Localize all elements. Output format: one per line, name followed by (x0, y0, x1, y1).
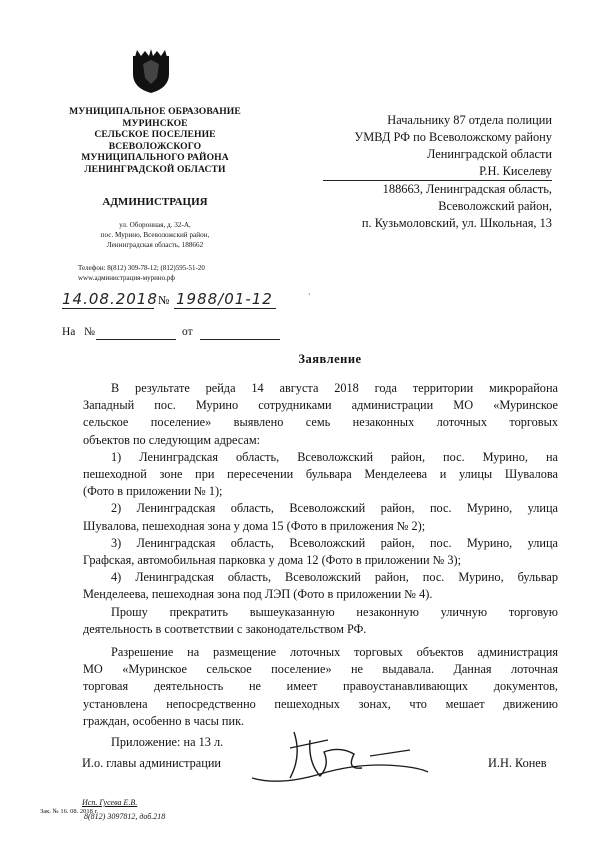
text-line: пешеходной зоне при пересечении бульвара Менделеева и улицы Шувалова (83, 467, 558, 482)
outgoing-line (62, 290, 277, 310)
text-line: 2) Ленинградская область, Всеволожский район, пос. Мурино, улица (111, 501, 558, 516)
text-line: Прошу прекратить вышеуказанную незаконную уличную торговую (111, 604, 558, 619)
coat-of-arms-emblem (131, 48, 171, 94)
text-line: 3) Ленинградская область, Всеволожский район, пос. Мурино, улица (111, 535, 558, 550)
text-line: сельское поселение» выявлено семь незаконных лоточных торговых (83, 415, 558, 430)
text-line: Шувалова, пешеходная зона у дома 15 (Фото в приложения № 2); (83, 518, 426, 533)
ot-label: от (182, 326, 193, 338)
recipient-address (362, 181, 552, 232)
org-line: МУНИЦИПАЛЬНОГО РАЙОНА (81, 152, 229, 163)
recipient-block (354, 112, 552, 180)
handwritten-signature (250, 726, 430, 790)
permit-paragraph (83, 644, 558, 730)
na-number-sign: № (84, 326, 95, 338)
org-line: ЛЕНИНГРАДСКОЙ ОБЛАСТИ (84, 163, 226, 175)
org-line: МУНИЦИПАЛЬНОЕ ОБРАЗОВАНИЕ (69, 106, 241, 117)
request-paragraph (83, 604, 558, 638)
text-line: Менделеева, пешеходная зона под ЛЭП (Фото в приложении № 4). (83, 587, 433, 602)
text-line: Графская, автомобильная парковка у дома 12 (Фото в приложении № 3); (83, 553, 462, 568)
outgoing-number-sign: № (158, 293, 170, 307)
date-underline (62, 308, 154, 309)
text-line: установлена непосредственно пешеходных зонах, что мешает движению (83, 696, 558, 711)
text-line: Западный пос. Мурино сотрудниками администрации МО «Муринское (83, 398, 558, 413)
org-phone: Телефон: 8(812) 309-78-12; (812)595-51-20 (78, 264, 205, 272)
text-line: 1) Ленинградская область, Всеволожский район, пос. Мурино, на (111, 449, 558, 464)
text-line: граждан, особенно в часы пик. (83, 713, 245, 728)
org-line: ВСЕВОЛОЖСКОГО (108, 140, 202, 152)
intro-paragraph (83, 380, 558, 449)
address-item (83, 449, 558, 501)
outgoing-number: 1988/01-12 (176, 290, 273, 308)
na-number-underline (96, 339, 176, 340)
reference-line (62, 326, 282, 344)
text-line: объектов по следующим адресам: (83, 432, 261, 447)
address-line: Ленинградская область, 188662 (106, 241, 204, 249)
address-line: пос. Мурино, Всеволожский район, (100, 231, 210, 239)
address-line: ул. Оборонная, д. 32-А, (119, 221, 191, 229)
admin-title: АДМИНИСТРАЦИЯ (102, 196, 208, 208)
signer-position: И.о. главы администрации (82, 756, 221, 770)
executor-name: Исп. Гусева Е.В. (82, 798, 138, 807)
text-line: деятельность в соответствии с законодательством РФ. (83, 621, 367, 636)
signer-name: И.Н. Конев (488, 756, 547, 770)
recipient-address-line: Всеволожский район, (438, 199, 552, 213)
org-line: СЕЛЬСКОЕ ПОСЕЛЕНИЕ (94, 129, 216, 140)
executor-phone: 8(812) 3097812, доб.218 (84, 812, 166, 821)
text-line: 4) Ленинградская область, Всеволожский район, пос. Мурино, бульвар (111, 570, 558, 585)
handwritten-mark: · (308, 290, 311, 299)
outgoing-date: 14.08.2018 (62, 290, 158, 308)
org-website: www.администрация-мурино.рф (78, 273, 175, 282)
number-underline (174, 308, 276, 309)
attachment-note: Приложение: на 13 л. (111, 735, 224, 750)
registration-note: Зак. № 16. 08. 2018 г. (40, 808, 99, 815)
org-header (40, 106, 270, 175)
org-line: МУРИНСКОЕ (122, 117, 188, 129)
text-line: МО «Муринское сельское поселение» не выдавала. Данная лоточная (83, 662, 558, 677)
letter-body (83, 380, 558, 751)
recipient-line: Ленинградской области (426, 147, 552, 161)
recipient-line: УМВД РФ по Всеволожскому району (354, 130, 552, 144)
recipient-address-line: 188663, Ленинградская область, (382, 182, 552, 196)
address-item (83, 535, 558, 569)
ot-date-underline (200, 339, 280, 340)
address-item (83, 569, 558, 603)
text-line: В результате рейда 14 августа 2018 года территории микрорайона (111, 381, 558, 395)
recipient-line: Начальнику 87 отдела полиции (387, 113, 552, 127)
address-item (83, 500, 558, 534)
recipient-address-line: п. Кузьмоловский, ул. Школьная, 13 (361, 216, 552, 230)
na-label: На (62, 326, 76, 338)
recipient-name: Р.Н. Киселеву (479, 164, 552, 178)
org-address (40, 220, 270, 250)
letter-title: Заявление (298, 352, 362, 366)
text-line: торговая деятельность не имеет правоустанавливающих документов, (83, 679, 558, 694)
text-line: Разрешение на размещение лоточных торговых объектов администрация (111, 645, 558, 660)
org-contacts (78, 264, 278, 283)
text-line: (Фото в приложении № 1); (83, 484, 223, 499)
